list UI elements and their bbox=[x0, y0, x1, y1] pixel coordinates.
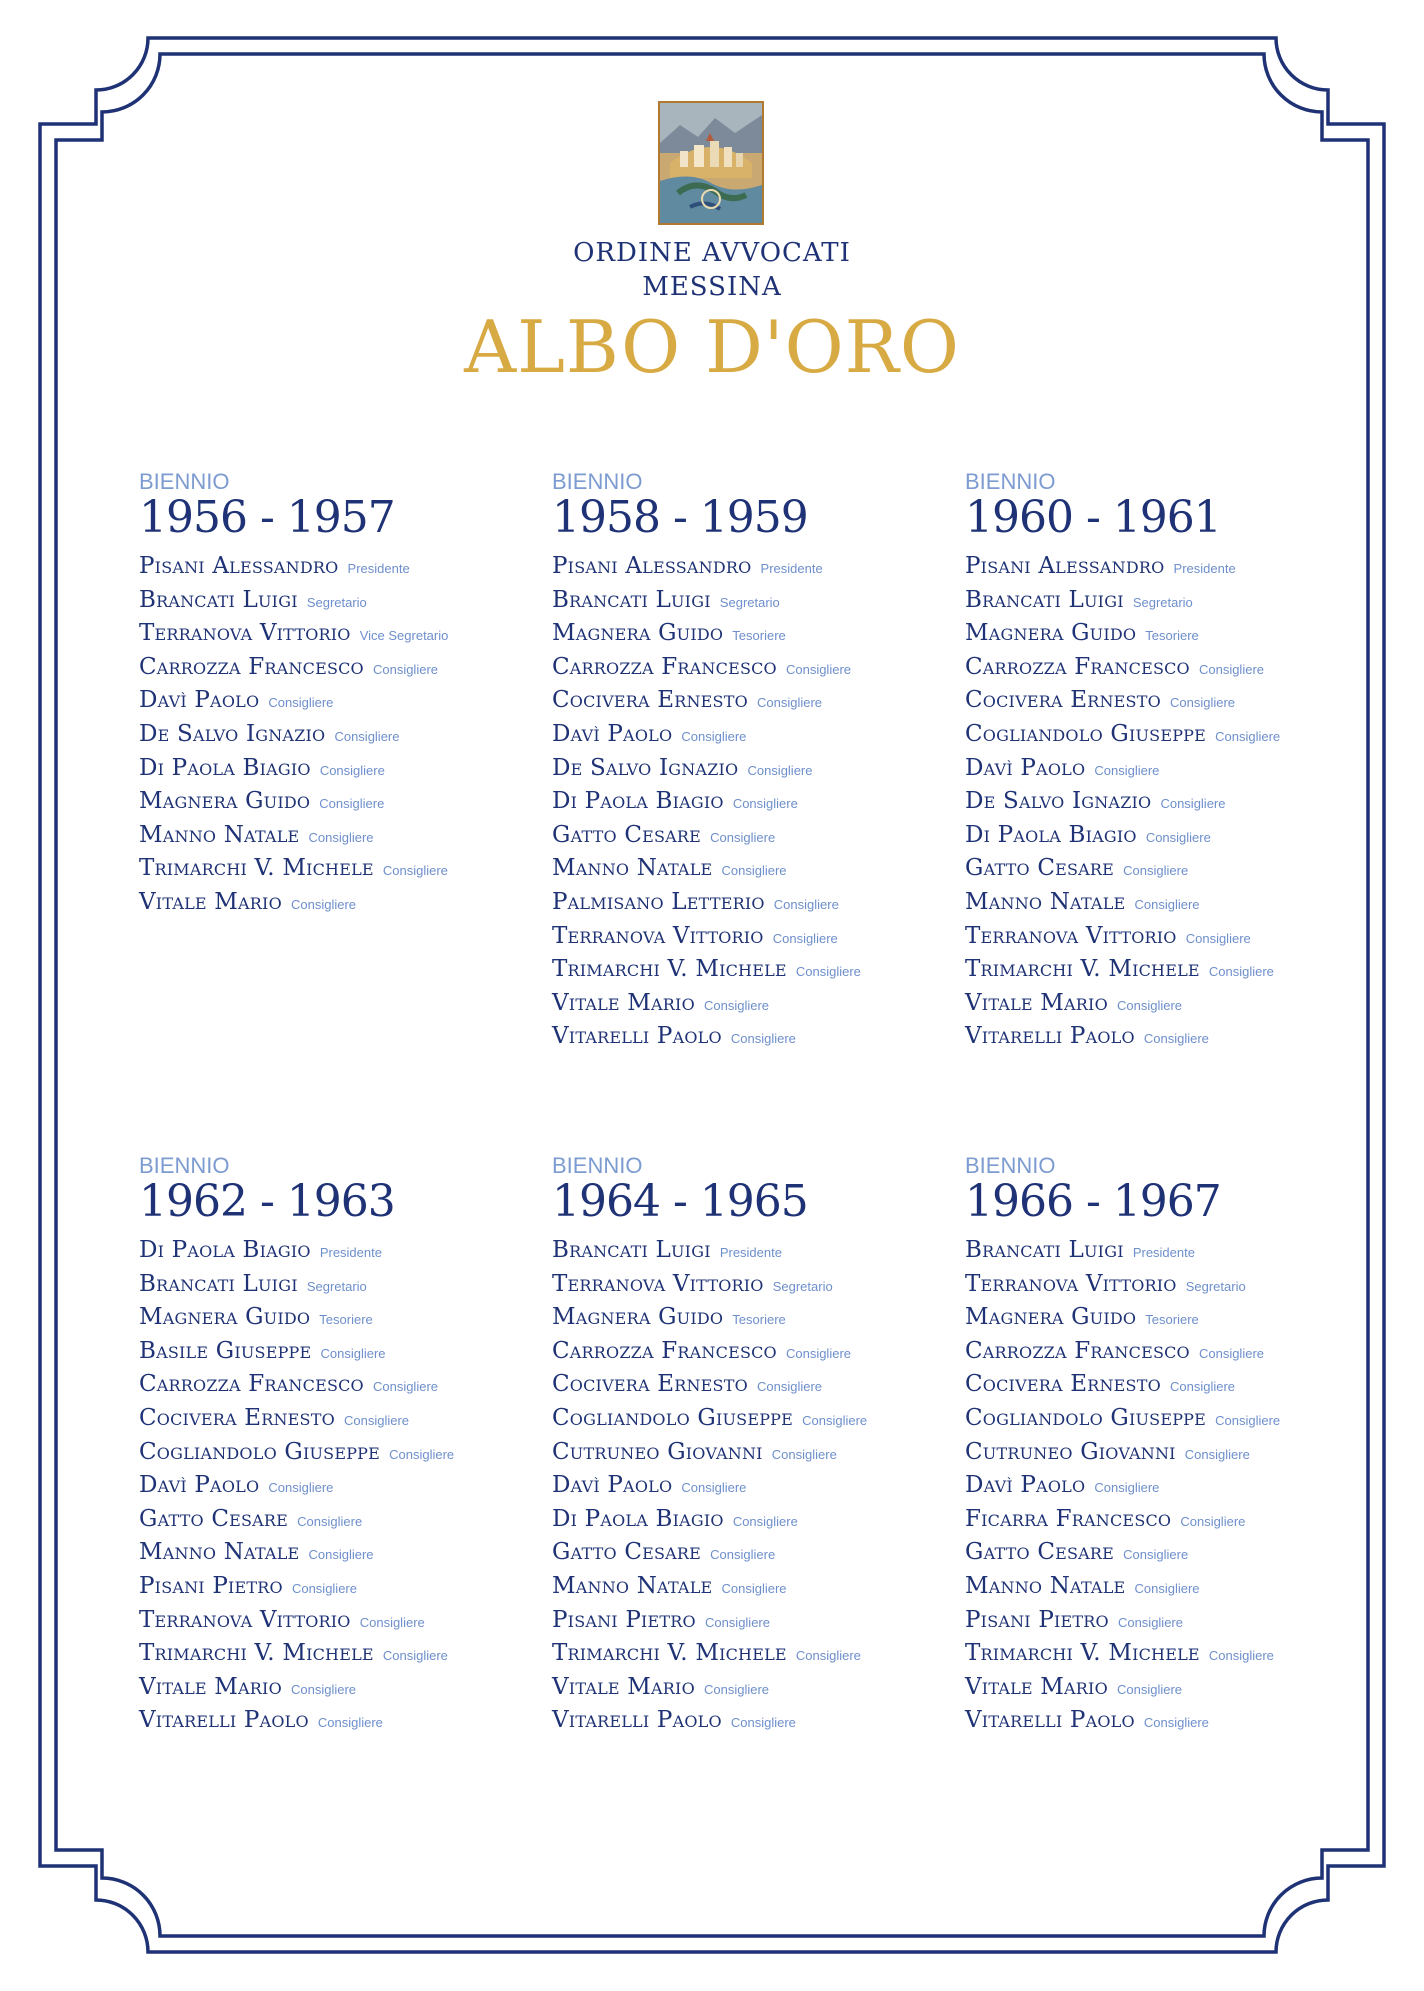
member-name: Gatto Cesare bbox=[139, 1505, 289, 1532]
member-list bbox=[552, 1234, 932, 1738]
member-role: Consigliere bbox=[344, 1412, 410, 1428]
page-title: ALBO D'ORO bbox=[464, 305, 960, 389]
member-name: Di Paola Biagio bbox=[139, 754, 311, 781]
member-role: Consigliere bbox=[297, 1513, 363, 1529]
member-row bbox=[552, 1268, 932, 1302]
member-name: Cutruneo Giovanni bbox=[965, 1438, 1176, 1465]
member-role: Tesoriere bbox=[319, 1312, 373, 1328]
member-role: Consigliere bbox=[382, 863, 448, 879]
member-row bbox=[965, 886, 1345, 920]
member-name: Carrozza Francesco bbox=[552, 1337, 777, 1364]
member-role: Consigliere bbox=[268, 1480, 334, 1496]
member-row bbox=[139, 1604, 519, 1638]
term-column bbox=[139, 1154, 519, 1738]
member-role: Consigliere bbox=[721, 863, 787, 879]
member-row bbox=[552, 1704, 932, 1738]
member-role: Consigliere bbox=[1198, 661, 1265, 677]
member-row bbox=[552, 651, 932, 685]
term-column bbox=[552, 1154, 932, 1738]
member-role: Consigliere bbox=[359, 1614, 425, 1630]
member-row bbox=[139, 1268, 519, 1302]
member-role: Presidente bbox=[760, 561, 823, 576]
member-role: Consigliere bbox=[319, 796, 385, 812]
member-row bbox=[552, 1637, 932, 1671]
member-role: Segretario bbox=[772, 1278, 833, 1294]
member-row bbox=[139, 1301, 519, 1335]
member-row bbox=[139, 651, 519, 685]
member-role: Consigliere bbox=[372, 1379, 439, 1395]
member-name: Magnera Guido bbox=[965, 1304, 1137, 1331]
member-role: Consigliere bbox=[710, 1547, 776, 1563]
member-row bbox=[552, 886, 932, 920]
member-role: Consigliere bbox=[317, 1715, 383, 1731]
member-row bbox=[965, 953, 1345, 987]
member-name: Davì Paolo bbox=[139, 687, 260, 714]
member-row bbox=[552, 1570, 932, 1604]
member-role: Tesoriere bbox=[732, 1312, 786, 1328]
member-name: Brancati Luigi bbox=[965, 586, 1124, 613]
member-row bbox=[965, 1335, 1345, 1369]
member-name: Di Paola Biagio bbox=[965, 821, 1137, 848]
member-role: Consigliere bbox=[1170, 695, 1236, 711]
member-role: Consigliere bbox=[1208, 1648, 1274, 1664]
biennio-label: BIENNIO bbox=[552, 1153, 643, 1178]
member-name: Davì Paolo bbox=[965, 1472, 1086, 1499]
member-row bbox=[552, 1536, 932, 1570]
member-role: Consigliere bbox=[334, 728, 400, 744]
member-row bbox=[965, 1671, 1345, 1705]
member-name: Trimarchi V. Michele bbox=[965, 1640, 1200, 1667]
member-row bbox=[552, 752, 932, 786]
member-role: Consigliere bbox=[785, 661, 852, 677]
member-row bbox=[552, 1503, 932, 1537]
member-row bbox=[139, 1335, 519, 1369]
member-row bbox=[139, 1368, 519, 1402]
member-name: Di Paola Biagio bbox=[552, 788, 724, 815]
term-years: 1956 - 1957 bbox=[139, 492, 395, 543]
term-column bbox=[965, 470, 1345, 1054]
member-row bbox=[552, 920, 932, 954]
member-name: Pisani Alessandro bbox=[552, 553, 752, 579]
member-name: Basile Giuseppe bbox=[139, 1337, 312, 1364]
member-row bbox=[552, 987, 932, 1021]
member-role: Consigliere bbox=[771, 1446, 837, 1462]
member-list bbox=[552, 550, 932, 1054]
member-name: Terranova Vittorio bbox=[552, 922, 764, 949]
member-name: Cogliandolo Giuseppe bbox=[965, 1404, 1207, 1431]
member-name: Cocivera Ernesto bbox=[965, 1371, 1161, 1398]
member-role: Consigliere bbox=[1198, 1345, 1265, 1361]
member-role: Consigliere bbox=[1094, 762, 1160, 778]
term-column bbox=[552, 470, 932, 1054]
member-role: Consigliere bbox=[1134, 1580, 1200, 1596]
biennio-label: BIENNIO bbox=[139, 1153, 230, 1178]
member-row bbox=[552, 852, 932, 886]
member-name: Manno Natale bbox=[139, 821, 300, 848]
member-row bbox=[139, 718, 519, 752]
term-years: 1962 - 1963 bbox=[139, 1176, 395, 1227]
term-years: 1966 - 1967 bbox=[965, 1176, 1221, 1227]
member-name: Vitale Mario bbox=[552, 989, 695, 1016]
member-row bbox=[965, 584, 1345, 618]
member-name: Magnera Guido bbox=[552, 620, 724, 647]
member-role: Consigliere bbox=[732, 1513, 798, 1529]
member-role: Consigliere bbox=[1123, 1547, 1189, 1563]
member-row bbox=[139, 1436, 519, 1470]
member-role: Tesoriere bbox=[1145, 1312, 1199, 1328]
member-role: Consigliere bbox=[773, 896, 839, 912]
member-name: Trimarchi V. Michele bbox=[552, 956, 787, 983]
member-name: Gatto Cesare bbox=[965, 1539, 1115, 1566]
term-years: 1960 - 1961 bbox=[965, 492, 1221, 543]
member-name: Manno Natale bbox=[965, 1572, 1126, 1599]
member-name: Cogliandolo Giuseppe bbox=[965, 720, 1207, 747]
member-row bbox=[139, 1402, 519, 1436]
member-name: Cocivera Ernesto bbox=[965, 687, 1161, 714]
member-role: Consigliere bbox=[1134, 896, 1200, 912]
member-role: Consigliere bbox=[1145, 829, 1211, 845]
member-row bbox=[965, 852, 1345, 886]
member-name: Carrozza Francesco bbox=[552, 653, 777, 680]
member-name: Gatto Cesare bbox=[552, 1539, 702, 1566]
member-row bbox=[139, 852, 519, 886]
messina-crest-icon bbox=[658, 101, 764, 225]
member-role: Consigliere bbox=[757, 1379, 823, 1395]
member-role: Consigliere bbox=[1180, 1513, 1246, 1529]
biennio-label: BIENNIO bbox=[552, 469, 643, 494]
member-row bbox=[139, 1469, 519, 1503]
member-name: Pisani Pietro bbox=[552, 1606, 696, 1633]
member-name: Brancati Luigi bbox=[139, 1270, 298, 1297]
member-role: Consigliere bbox=[772, 930, 838, 946]
member-row bbox=[139, 584, 519, 618]
member-row bbox=[139, 550, 519, 584]
member-role: Consigliere bbox=[372, 661, 439, 677]
member-role: Segretario bbox=[306, 594, 367, 610]
member-role: Consigliere bbox=[1116, 997, 1183, 1013]
member-role: Consigliere bbox=[389, 1446, 455, 1462]
member-name: Magnera Guido bbox=[552, 1304, 724, 1331]
member-row bbox=[552, 718, 932, 752]
member-name: Trimarchi V. Michele bbox=[552, 1640, 787, 1667]
member-role: Tesoriere bbox=[1145, 628, 1199, 644]
member-role: Consigliere bbox=[1143, 1715, 1209, 1731]
biennio-label: BIENNIO bbox=[139, 469, 230, 494]
term-years: 1964 - 1965 bbox=[552, 1176, 808, 1227]
member-role: Consigliere bbox=[1117, 1614, 1183, 1630]
member-role: Segretario bbox=[1185, 1278, 1246, 1294]
member-role: Presidente bbox=[1132, 1245, 1195, 1260]
member-name: Palmisano Letterio bbox=[552, 888, 765, 915]
member-role: Presidente bbox=[719, 1245, 782, 1260]
member-row bbox=[552, 1671, 932, 1705]
member-row bbox=[552, 1436, 932, 1470]
member-name: De Salvo Ignazio bbox=[139, 720, 326, 747]
member-name: Pisani Pietro bbox=[965, 1606, 1109, 1633]
member-row bbox=[965, 752, 1345, 786]
member-name: Magnera Guido bbox=[139, 1304, 311, 1331]
member-name: Terranova Vittorio bbox=[139, 1606, 351, 1633]
member-name: Trimarchi V. Michele bbox=[139, 1640, 374, 1667]
member-name: Gatto Cesare bbox=[552, 821, 702, 848]
member-name: Trimarchi V. Michele bbox=[965, 956, 1200, 983]
member-role: Consigliere bbox=[1184, 1446, 1250, 1462]
biennio-label: BIENNIO bbox=[965, 469, 1056, 494]
member-row bbox=[139, 752, 519, 786]
member-role: Consigliere bbox=[732, 796, 798, 812]
term-column bbox=[139, 470, 519, 920]
member-row bbox=[965, 1402, 1345, 1436]
member-row bbox=[965, 819, 1345, 853]
member-role: Consigliere bbox=[730, 1031, 796, 1047]
member-role: Consigliere bbox=[1143, 1031, 1209, 1047]
member-row bbox=[965, 550, 1345, 584]
member-role: Segretario bbox=[1132, 594, 1193, 610]
member-name: Cutruneo Giovanni bbox=[552, 1438, 763, 1465]
member-name: Vitarelli Paolo bbox=[965, 1023, 1135, 1050]
member-name: Terranova Vittorio bbox=[965, 1270, 1177, 1297]
member-role: Presidente bbox=[1173, 561, 1236, 576]
member-name: Terranova Vittorio bbox=[552, 1270, 764, 1297]
biennio-label: BIENNIO bbox=[965, 1153, 1056, 1178]
member-name: De Salvo Ignazio bbox=[552, 754, 739, 781]
member-role: Presidente bbox=[319, 1245, 382, 1260]
member-row bbox=[552, 1335, 932, 1369]
member-name: Terranova Vittorio bbox=[965, 922, 1177, 949]
member-name: Brancati Luigi bbox=[552, 586, 711, 613]
member-list bbox=[965, 550, 1345, 1054]
member-name: Manno Natale bbox=[552, 1572, 713, 1599]
member-role: Consigliere bbox=[1116, 1681, 1183, 1697]
member-name: Manno Natale bbox=[139, 1539, 300, 1566]
member-role: Consigliere bbox=[795, 964, 861, 980]
term-column bbox=[965, 1154, 1345, 1738]
member-row bbox=[965, 1301, 1345, 1335]
member-name: Cocivera Ernesto bbox=[552, 687, 748, 714]
member-row bbox=[965, 1469, 1345, 1503]
member-name: Terranova Vittorio bbox=[139, 620, 351, 647]
member-row bbox=[965, 1020, 1345, 1054]
member-row bbox=[139, 819, 519, 853]
member-role: Consigliere bbox=[704, 1614, 770, 1630]
member-name: De Salvo Ignazio bbox=[965, 788, 1152, 815]
member-name: Vitarelli Paolo bbox=[139, 1707, 309, 1734]
member-role: Consigliere bbox=[319, 762, 385, 778]
member-name: Manno Natale bbox=[552, 855, 713, 882]
member-role: Segretario bbox=[306, 1278, 367, 1294]
member-role: Consigliere bbox=[703, 997, 770, 1013]
member-row bbox=[965, 987, 1345, 1021]
member-row bbox=[965, 651, 1345, 685]
member-row bbox=[965, 684, 1345, 718]
member-row bbox=[139, 1704, 519, 1738]
member-name: Manno Natale bbox=[965, 888, 1126, 915]
member-name: Pisani Alessandro bbox=[139, 553, 339, 579]
member-name: Vitale Mario bbox=[139, 1673, 282, 1700]
member-role: Consigliere bbox=[703, 1681, 770, 1697]
member-role: Consigliere bbox=[1208, 964, 1274, 980]
member-role: Consigliere bbox=[757, 695, 823, 711]
member-role: Vice Segretario bbox=[359, 628, 449, 644]
member-row bbox=[965, 1536, 1345, 1570]
member-row bbox=[552, 1234, 932, 1268]
member-role: Presidente bbox=[347, 561, 410, 576]
member-role: Consigliere bbox=[1215, 728, 1281, 744]
member-row bbox=[552, 1020, 932, 1054]
member-role: Consigliere bbox=[1215, 1412, 1281, 1428]
member-row bbox=[965, 1268, 1345, 1302]
member-name: Cocivera Ernesto bbox=[552, 1371, 748, 1398]
member-name: Carrozza Francesco bbox=[965, 653, 1190, 680]
member-name: Brancati Luigi bbox=[965, 1237, 1124, 1263]
member-name: Davì Paolo bbox=[552, 720, 673, 747]
member-row bbox=[139, 1570, 519, 1604]
member-row bbox=[965, 1234, 1345, 1268]
member-list bbox=[139, 550, 519, 920]
member-row bbox=[965, 718, 1345, 752]
member-role: Consigliere bbox=[1185, 930, 1251, 946]
member-role: Segretario bbox=[719, 594, 780, 610]
member-role: Consigliere bbox=[785, 1345, 852, 1361]
member-role: Consigliere bbox=[291, 1580, 357, 1596]
member-name: Gatto Cesare bbox=[965, 855, 1115, 882]
member-name: Cocivera Ernesto bbox=[139, 1404, 335, 1431]
member-name: Cogliandolo Giuseppe bbox=[139, 1438, 381, 1465]
member-row bbox=[552, 1604, 932, 1638]
member-role: Consigliere bbox=[290, 896, 357, 912]
member-row bbox=[552, 1402, 932, 1436]
member-role: Consigliere bbox=[308, 829, 374, 845]
member-row bbox=[552, 1368, 932, 1402]
member-row bbox=[965, 1436, 1345, 1470]
member-row bbox=[965, 785, 1345, 819]
member-row bbox=[139, 1536, 519, 1570]
org-name: ORDINE AVVOCATI bbox=[573, 238, 851, 268]
member-name: Di Paola Biagio bbox=[552, 1505, 724, 1532]
member-name: Vitale Mario bbox=[139, 888, 282, 915]
member-name: Davì Paolo bbox=[965, 754, 1086, 781]
member-name: Pisani Alessandro bbox=[965, 553, 1165, 579]
org-city: MESSINA bbox=[642, 272, 782, 302]
member-row bbox=[139, 886, 519, 920]
member-row bbox=[552, 1469, 932, 1503]
member-name: Vitarelli Paolo bbox=[552, 1023, 722, 1050]
member-role: Consigliere bbox=[747, 762, 813, 778]
member-row bbox=[965, 1503, 1345, 1537]
member-name: Vitale Mario bbox=[965, 989, 1108, 1016]
member-role: Consigliere bbox=[730, 1715, 796, 1731]
member-row bbox=[139, 1637, 519, 1671]
member-role: Consigliere bbox=[320, 1345, 386, 1361]
member-row bbox=[552, 617, 932, 651]
member-row bbox=[552, 819, 932, 853]
member-row bbox=[965, 920, 1345, 954]
member-role: Consigliere bbox=[1160, 796, 1226, 812]
member-row bbox=[552, 785, 932, 819]
member-row bbox=[139, 1671, 519, 1705]
member-row bbox=[965, 1704, 1345, 1738]
member-row bbox=[965, 617, 1345, 651]
member-name: Vitarelli Paolo bbox=[965, 1707, 1135, 1734]
member-name: Trimarchi V. Michele bbox=[139, 855, 374, 882]
member-name: Brancati Luigi bbox=[139, 586, 298, 613]
member-name: Vitale Mario bbox=[552, 1673, 695, 1700]
member-role: Consigliere bbox=[382, 1648, 448, 1664]
member-name: Vitale Mario bbox=[965, 1673, 1108, 1700]
member-row bbox=[139, 617, 519, 651]
member-role: Consigliere bbox=[681, 728, 747, 744]
member-role: Consigliere bbox=[795, 1648, 861, 1664]
member-name: Cogliandolo Giuseppe bbox=[552, 1404, 794, 1431]
member-role: Consigliere bbox=[1123, 863, 1189, 879]
member-row bbox=[552, 550, 932, 584]
member-name: Vitarelli Paolo bbox=[552, 1707, 722, 1734]
member-role: Consigliere bbox=[1094, 1480, 1160, 1496]
member-row bbox=[552, 584, 932, 618]
member-name: Magnera Guido bbox=[965, 620, 1137, 647]
member-name: Ficarra Francesco bbox=[965, 1505, 1172, 1532]
member-name: Carrozza Francesco bbox=[965, 1337, 1190, 1364]
member-row bbox=[965, 1368, 1345, 1402]
member-role: Consigliere bbox=[308, 1547, 374, 1563]
term-years: 1958 - 1959 bbox=[552, 492, 808, 543]
member-row bbox=[965, 1604, 1345, 1638]
member-row bbox=[139, 1234, 519, 1268]
member-list bbox=[965, 1234, 1345, 1738]
member-name: Di Paola Biagio bbox=[139, 1237, 311, 1263]
member-row bbox=[139, 684, 519, 718]
member-name: Brancati Luigi bbox=[552, 1237, 711, 1263]
member-row bbox=[139, 785, 519, 819]
member-row bbox=[552, 1301, 932, 1335]
member-role: Consigliere bbox=[802, 1412, 868, 1428]
member-role: Tesoriere bbox=[732, 628, 786, 644]
member-role: Consigliere bbox=[1170, 1379, 1236, 1395]
member-name: Davì Paolo bbox=[139, 1472, 260, 1499]
member-role: Consigliere bbox=[721, 1580, 787, 1596]
member-row bbox=[139, 1503, 519, 1537]
member-role: Consigliere bbox=[710, 829, 776, 845]
member-name: Carrozza Francesco bbox=[139, 653, 364, 680]
member-name: Carrozza Francesco bbox=[139, 1371, 364, 1398]
member-name: Magnera Guido bbox=[139, 788, 311, 815]
member-role: Consigliere bbox=[268, 695, 334, 711]
member-name: Davì Paolo bbox=[552, 1472, 673, 1499]
member-list bbox=[139, 1234, 519, 1738]
member-row bbox=[552, 684, 932, 718]
member-role: Consigliere bbox=[290, 1681, 357, 1697]
member-row bbox=[552, 953, 932, 987]
member-row bbox=[965, 1570, 1345, 1604]
member-row bbox=[965, 1637, 1345, 1671]
member-role: Consigliere bbox=[681, 1480, 747, 1496]
member-name: Pisani Pietro bbox=[139, 1572, 283, 1599]
